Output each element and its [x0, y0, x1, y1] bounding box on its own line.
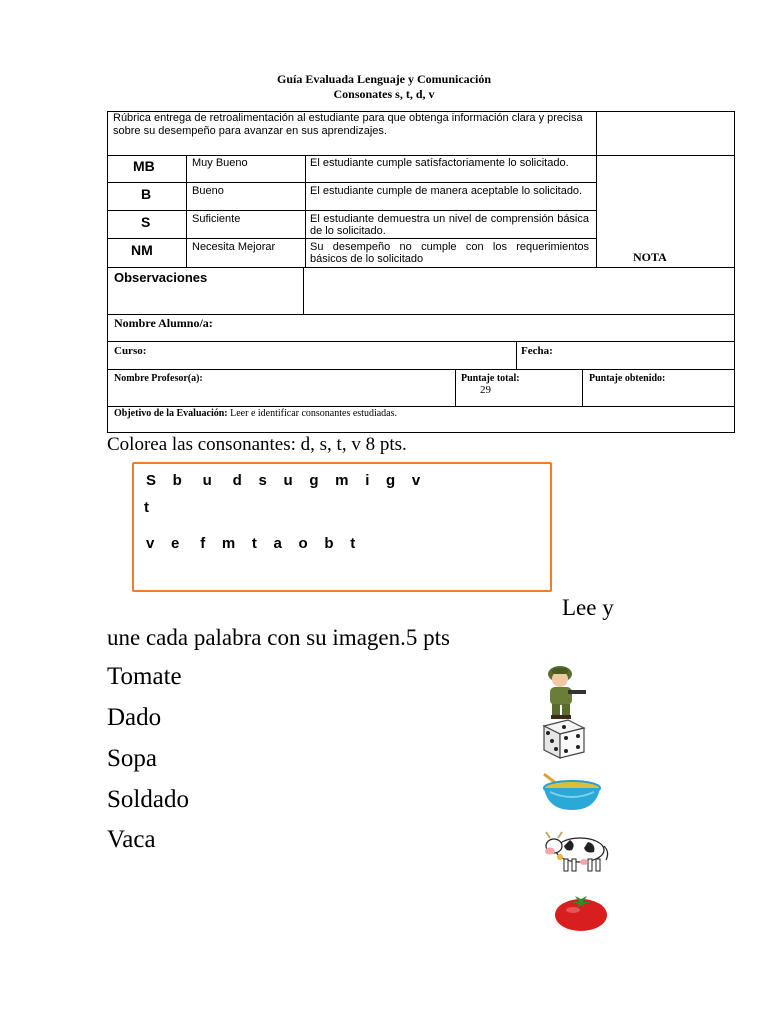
grade-code-b: B [141, 186, 152, 202]
curso-label: Curso: [114, 345, 147, 357]
grade-name-nm: Necesita Mejorar [192, 241, 276, 253]
grade-desc-s: El estudiante demuestra un nivel de comprensión básica de lo solicitado. [310, 213, 589, 237]
word-vaca[interactable]: Vaca [107, 826, 156, 853]
objetivo-row [114, 408, 397, 419]
soldier-icon[interactable] [538, 660, 590, 720]
letters-line-2[interactable]: t [144, 499, 149, 516]
letters-line-1[interactable]: S b u d s u g m i g v [146, 472, 421, 489]
page-subtitle: Consonates s, t, d, v [333, 87, 435, 101]
profesor-label: Nombre Profesor(a): [114, 373, 203, 384]
word-soldado[interactable]: Soldado [107, 786, 189, 813]
puntaje-total-value: 29 [480, 384, 491, 396]
grade-code-nm: NM [131, 242, 153, 258]
observaciones-field[interactable] [305, 269, 733, 313]
puntaje-obtenido-field[interactable] [585, 386, 730, 404]
grade-desc-nm: Su desempeño no cumple con los requerimientos básicos de lo solicitado [310, 241, 589, 265]
activity2-instruction-part2: une cada palabra con su imagen.5 pts [107, 625, 450, 650]
objetivo-text: Leer e identificar consonantes estudiadas. [230, 408, 397, 419]
fecha-label: Fecha: [521, 345, 553, 357]
rubric-intro: Rúbrica entrega de retroalimentación al estudiante para que obtenga información clara y precisa sobre su desempeño para avanzar en sus aprendizajes. [113, 112, 583, 137]
activity2-instruction-part1: Lee y [562, 595, 614, 620]
grade-desc-b: El estudiante cumple de manera aceptable lo solicitado. [310, 185, 583, 197]
curso-field[interactable] [160, 343, 510, 367]
grade-name-b: Bueno [192, 185, 224, 197]
grade-desc-mb: El estudiante cumple satísfactoriamente lo solicitado. [310, 157, 569, 169]
tomato-icon[interactable] [553, 893, 609, 933]
nombre-alumno-field[interactable] [230, 315, 730, 339]
grade-name-mb: Muy Bueno [192, 157, 248, 169]
observaciones-label: Observaciones [114, 270, 208, 285]
word-sopa[interactable]: Sopa [107, 745, 157, 772]
puntaje-total-label: Puntaje total: [461, 373, 520, 384]
word-tomate[interactable]: Tomate [107, 663, 182, 690]
letters-line-3[interactable]: v e f m t a o b t [146, 535, 356, 552]
puntaje-obtenido-label: Puntaje obtenido: [589, 373, 666, 384]
soup-bowl-icon[interactable] [540, 770, 604, 812]
word-dado[interactable]: Dado [107, 704, 162, 731]
nota-label: NOTA [633, 250, 667, 264]
grade-code-mb: MB [133, 158, 155, 174]
cow-icon[interactable] [540, 826, 612, 876]
page-title: Guía Evaluada Lenguaje y Comunicación [276, 72, 492, 86]
fecha-field[interactable] [570, 343, 730, 367]
grade-code-s: S [141, 214, 151, 230]
dice-icon[interactable] [538, 716, 588, 762]
activity1-instruction: Colorea las consonantes: d, s, t, v 8 pts. [107, 434, 407, 455]
nombre-alumno-label: Nombre Alumno/a: [114, 316, 213, 330]
objetivo-label: Objetivo de la Evaluación: [114, 408, 228, 419]
grade-name-s: Suficiente [192, 213, 241, 225]
